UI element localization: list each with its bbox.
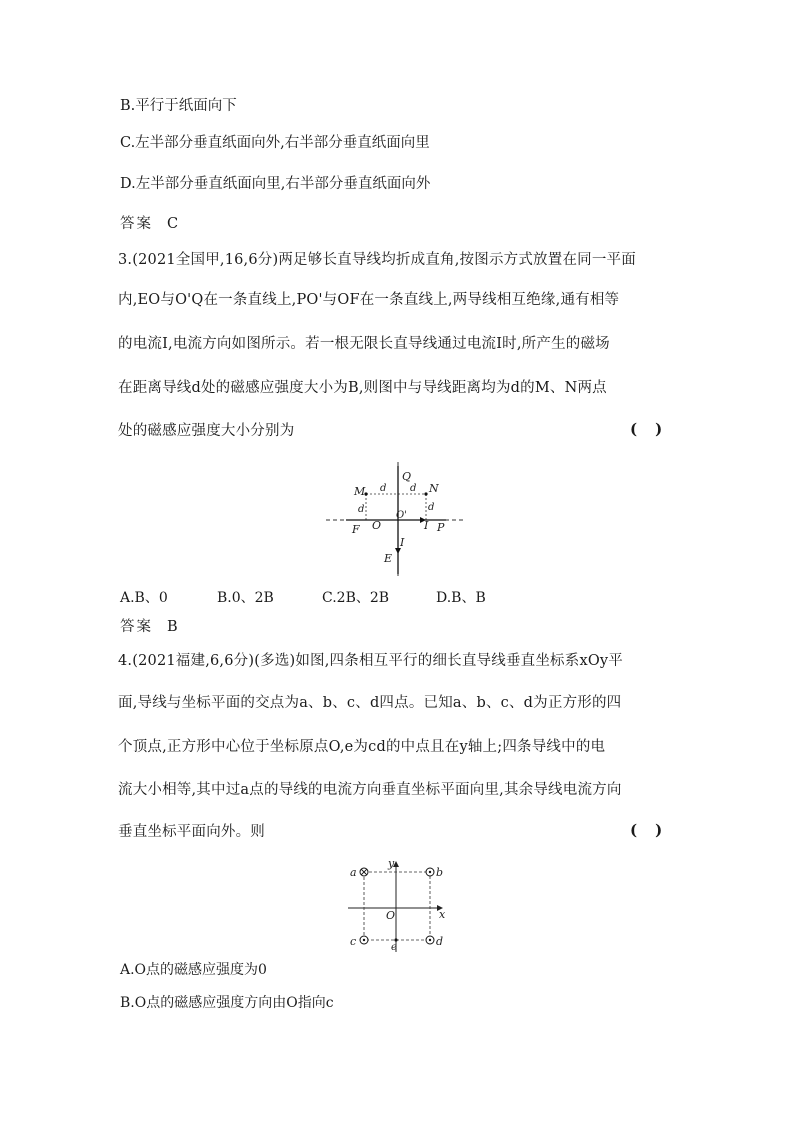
square-dashed — [364, 872, 430, 940]
label-y: y — [388, 857, 395, 870]
question-3-line-4: 在距离导线d处的磁感应强度大小为B,则图中与导线距离均为d的M、N两点 — [118, 380, 607, 396]
label-m: M — [354, 485, 366, 498]
label-d-top-right: d — [410, 483, 417, 494]
point-n — [424, 492, 427, 495]
label-o: O — [386, 909, 396, 922]
answer-label: 答案 — [120, 619, 153, 635]
wire-a-into-page-icon — [360, 868, 368, 876]
label-n: N — [429, 482, 439, 495]
label-a: a — [350, 866, 357, 879]
question-3-line-3: 的电流I,电流方向如图所示。若一根无限长直导线通过电流I时,所产生的磁场 — [118, 336, 610, 352]
label-d: d — [436, 935, 444, 948]
answer-1 — [120, 214, 178, 234]
question-4-line-4: 流大小相等,其中过a点的导线的电流方向垂直坐标平面向里,其余导线电流方向 — [118, 782, 622, 798]
question-4-line-2: 面,导线与坐标平面的交点为a、b、c、d四点。已知a、b、c、d为正方形的四 — [118, 695, 622, 711]
q3-option-b: B.0、2B — [217, 590, 274, 606]
question-4-line-5: 垂直坐标平面向外。则 — [118, 824, 265, 840]
answer-2 — [120, 617, 178, 637]
question-3-line-2: 内,EO与O'Q在一条直线上,PO'与OF在一条直线上,两导线相互绝缘,通有相等 — [118, 292, 620, 308]
wire-c-out-of-page-icon — [360, 936, 368, 944]
answer-paren: () — [630, 420, 681, 438]
figure-four-wires-xoy — [344, 856, 450, 954]
figure-wires-m-n — [326, 462, 466, 578]
q3-option-a: A.B、0 — [120, 590, 168, 606]
label-e: e — [391, 942, 397, 953]
label-d-right: d — [428, 502, 435, 513]
label-d-top-left: d — [380, 483, 387, 494]
label-i-horizontal: I — [424, 519, 429, 532]
answer-label: 答案 — [120, 216, 153, 232]
answer-value: C — [167, 216, 179, 232]
answer-paren: () — [630, 821, 681, 839]
label-c: c — [350, 935, 357, 948]
label-x: x — [439, 908, 446, 921]
q4-option-a: A.O点的磁感应强度为0 — [120, 962, 267, 978]
wire-d-out-of-page-icon — [426, 936, 434, 944]
label-e: E — [384, 552, 393, 565]
q3-option-d: D.B、B — [436, 590, 486, 606]
question-4-line-3: 个顶点,正方形中心位于坐标原点O,e为cd的中点且在y轴上;四条导线中的电 — [118, 739, 606, 755]
option-c: C.左半部分垂直纸面向外,右半部分垂直纸面向里 — [120, 135, 430, 151]
label-b: b — [436, 866, 444, 879]
answer-value: B — [167, 619, 178, 635]
question-3-line-1: 3.(2021全国甲,16,6分)两足够长直导线均折成直角,按图示方式放置在同一平面 — [118, 252, 636, 268]
wire-b-out-of-page-icon — [426, 868, 434, 876]
label-o: O — [372, 519, 382, 532]
label-p: P — [437, 521, 445, 534]
q3-option-c: C.2B、2B — [322, 590, 390, 606]
option-b: B.平行于纸面向下 — [120, 98, 237, 114]
label-o-prime: O' — [396, 510, 407, 521]
question-3-line-5: 处的磁感应强度大小分别为 — [118, 423, 295, 439]
label-i-vertical: I — [400, 536, 405, 549]
q4-option-b: B.O点的磁感应强度方向由O指向c — [120, 995, 334, 1011]
question-4-line-1: 4.(2021福建,6,6分)(多选)如图,四条相互平行的细长直导线垂直坐标系xOy平 — [118, 653, 623, 669]
label-d-left: d — [358, 504, 365, 515]
label-q: Q — [402, 470, 412, 483]
option-d: D.左半部分垂直纸面向里,右半部分垂直纸面向外 — [120, 176, 431, 192]
label-f: F — [352, 523, 360, 536]
